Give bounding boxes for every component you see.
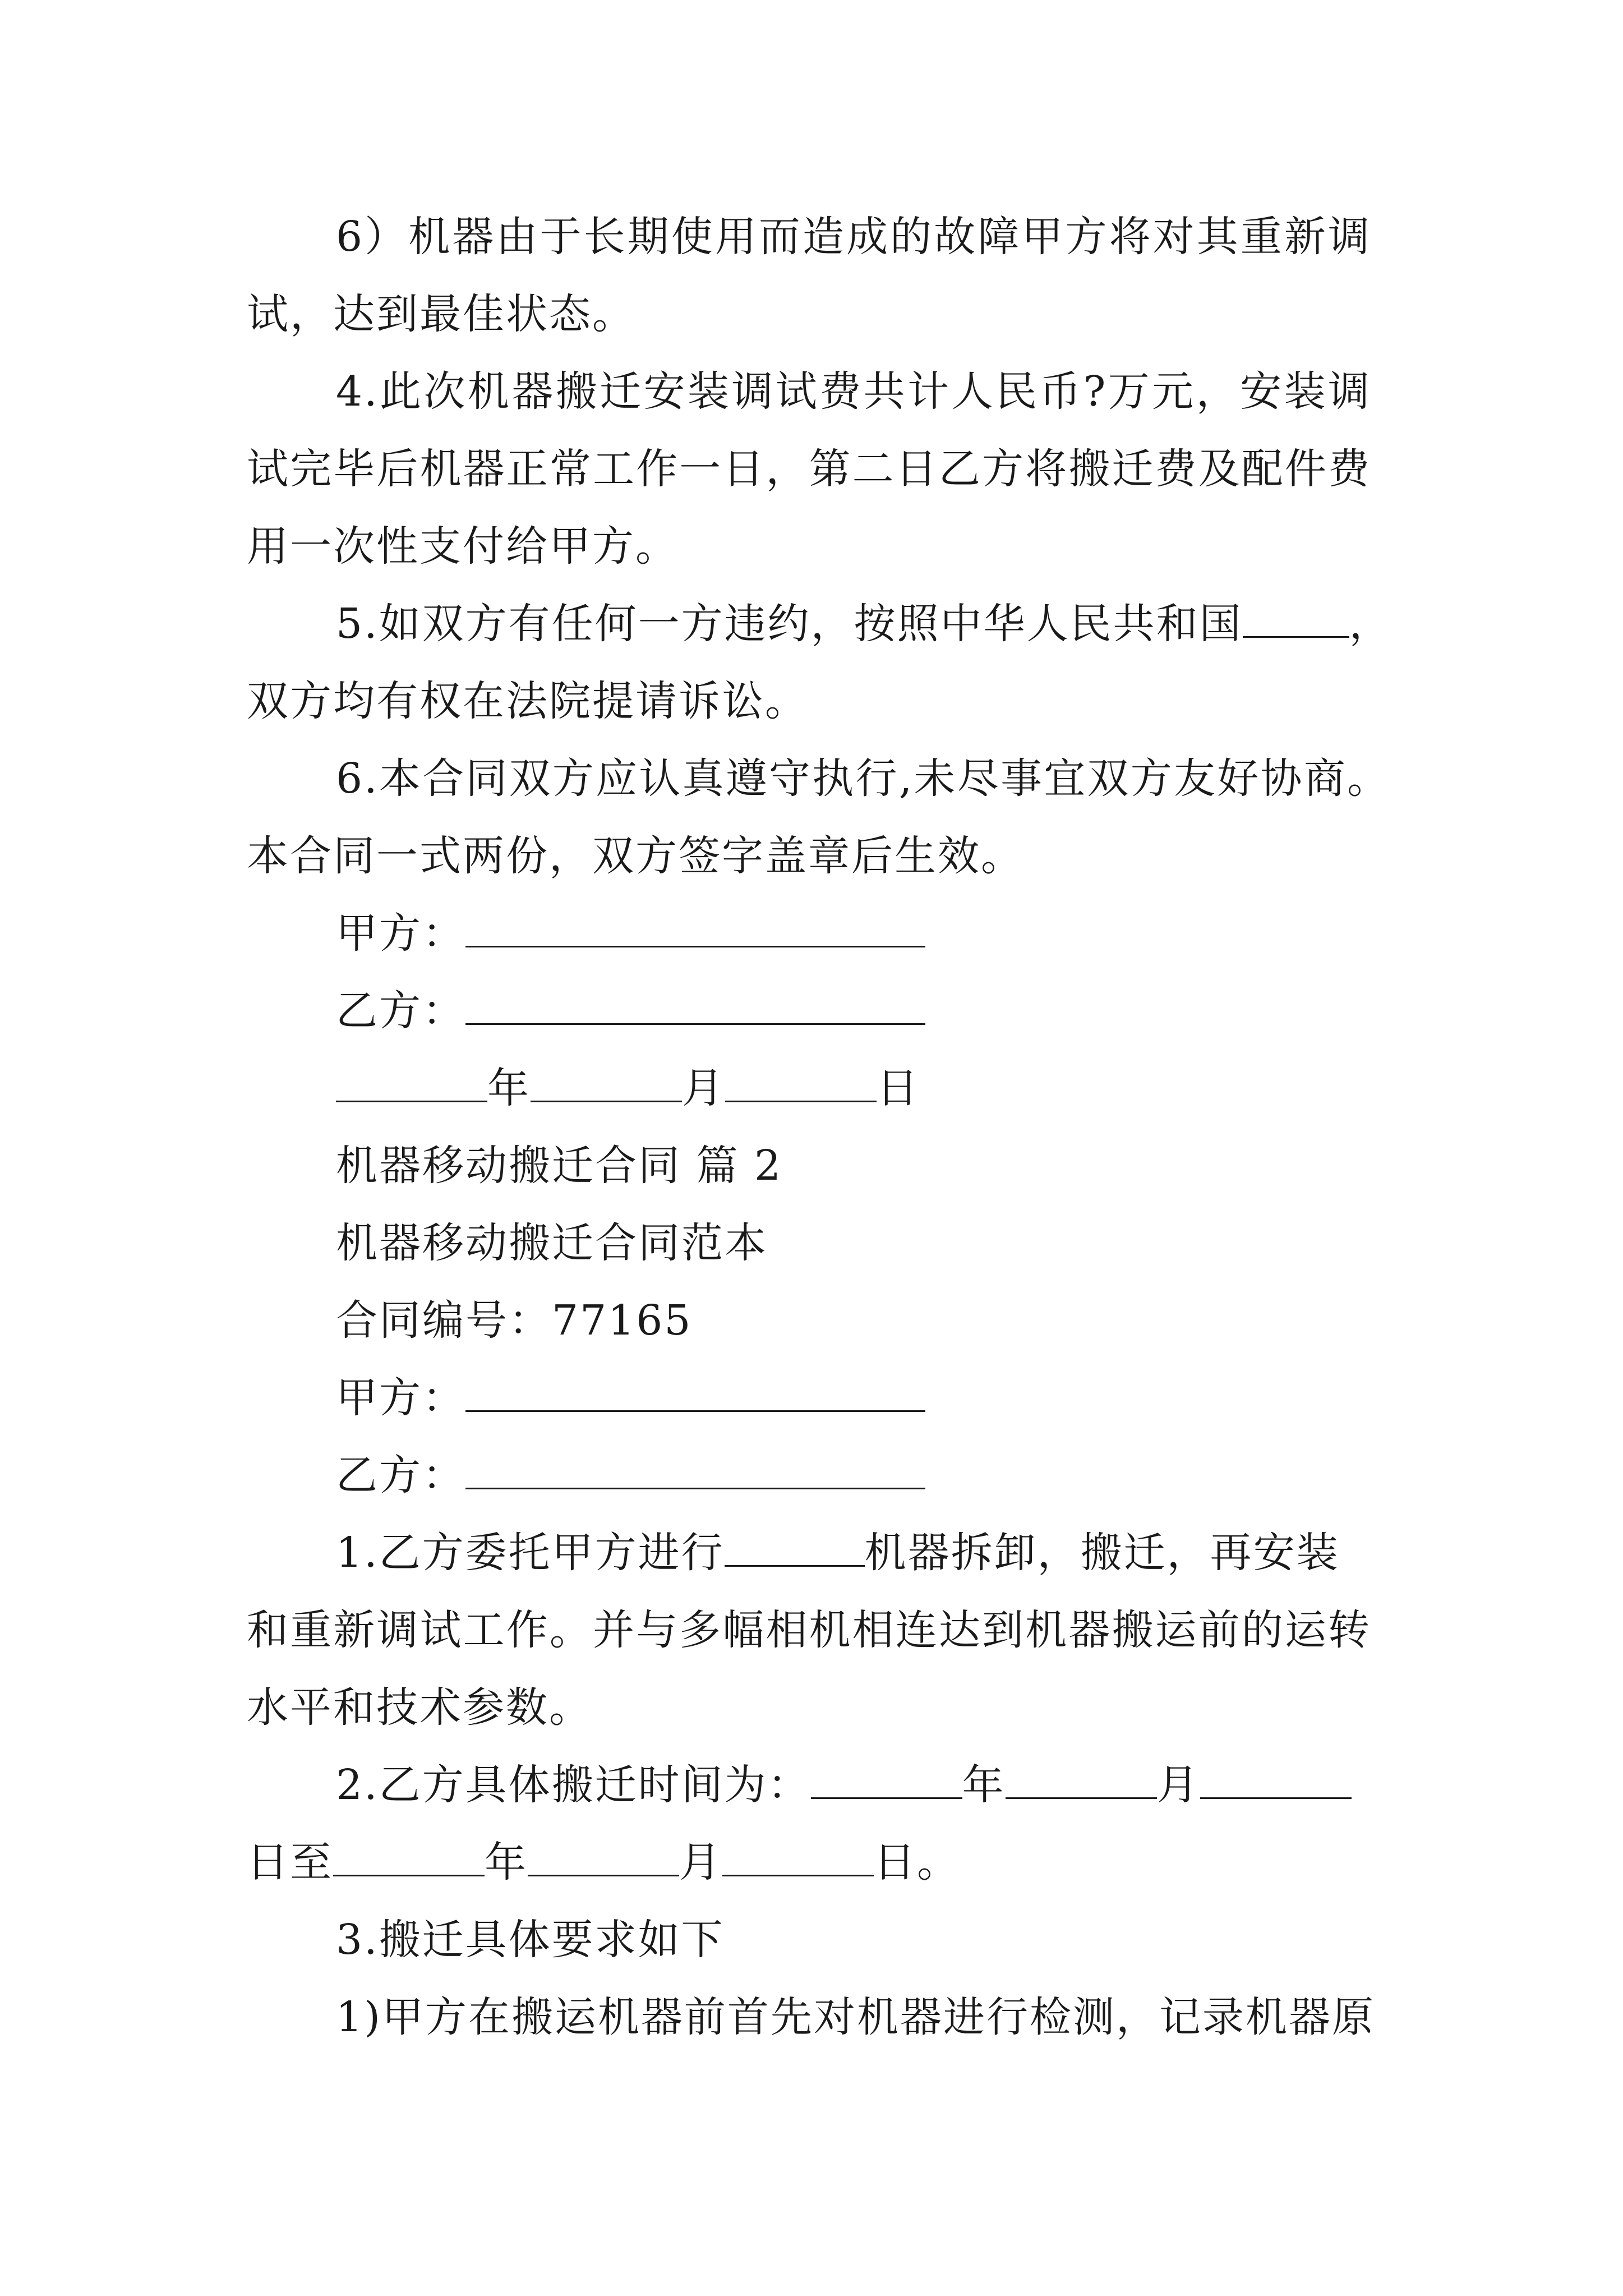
contract-number xyxy=(336,1292,692,1349)
text: 机器移动搬迁合同 篇 2 xyxy=(336,1142,783,1190)
text: 甲方： xyxy=(336,909,465,958)
text: 1)甲方在搬运机器前首先对机器进行检测，记录机器原 xyxy=(336,1993,1375,2041)
paragraph-line xyxy=(336,1525,1340,1581)
date-line xyxy=(336,1060,920,1116)
paragraph-line xyxy=(247,286,635,342)
text: 月 xyxy=(1156,1761,1200,1809)
text: 试，达到最佳状态。 xyxy=(247,290,635,338)
paragraph-line xyxy=(336,1757,1352,1813)
blank-underline xyxy=(1006,1759,1157,1799)
text: 甲方： xyxy=(336,1374,465,1422)
text: 年 xyxy=(487,1064,531,1112)
blank-underline xyxy=(1243,598,1349,638)
blank-underline xyxy=(531,1062,682,1102)
blank-underline xyxy=(722,1837,874,1876)
text: 乙方： xyxy=(336,1451,465,1499)
paragraph-line xyxy=(247,518,679,574)
text: 用一次性支付给甲方。 xyxy=(247,522,679,570)
blank-underline xyxy=(811,1759,962,1799)
text: 双方均有权在法院提请诉讼。 xyxy=(247,677,808,725)
text: 合同编号：77165 xyxy=(336,1296,693,1345)
blank-underline xyxy=(333,1837,485,1876)
text: 年 xyxy=(962,1761,1006,1809)
signature-party-a xyxy=(336,905,925,961)
text: ， xyxy=(1349,600,1393,648)
blank-underline xyxy=(336,1062,487,1102)
text: 水平和技术参数。 xyxy=(247,1683,592,1732)
blank-underline xyxy=(528,1837,679,1876)
document-title xyxy=(336,1215,768,1271)
blank-underline xyxy=(465,908,925,947)
text: 年 xyxy=(485,1838,528,1887)
blank-underline xyxy=(465,1450,925,1489)
paragraph-line xyxy=(336,209,1371,265)
text: 机器拆卸，搬迁，再安装 xyxy=(864,1529,1340,1577)
paragraph-line xyxy=(247,441,1371,497)
text: 试完毕后机器正常工作一日，第二日乙方将搬迁费及配件费 xyxy=(247,445,1371,493)
blank-underline xyxy=(1200,1759,1352,1799)
paragraph-line xyxy=(247,1602,1371,1658)
text: 本合同一式两份，双方签字盖章后生效。 xyxy=(247,832,1024,880)
text: 机器移动搬迁合同范本 xyxy=(336,1219,768,1267)
text: 日 xyxy=(877,1064,920,1112)
paragraph-line xyxy=(247,1680,592,1736)
text: 月 xyxy=(682,1064,725,1112)
text: 2.乙方具体搬迁时间为： xyxy=(336,1761,811,1809)
party-a-line xyxy=(336,1370,925,1426)
signature-party-b xyxy=(336,983,925,1039)
text: 日。 xyxy=(874,1838,960,1887)
text: 月 xyxy=(679,1838,722,1887)
text: 和重新调试工作。并与多幅相机相连达到机器搬运前的运转 xyxy=(247,1606,1371,1654)
paragraph-line xyxy=(336,364,1371,420)
text: 6）机器由于长期使用而造成的故障甲方将对其重新调 xyxy=(336,213,1371,261)
paragraph-line xyxy=(247,673,808,729)
paragraph-line xyxy=(336,1912,725,1968)
section-heading xyxy=(336,1138,782,1194)
blank-underline xyxy=(725,1062,877,1102)
blank-underline xyxy=(465,1372,925,1412)
paragraph-line xyxy=(247,828,1024,884)
text: 6.本合同双方应认真遵守执行,未尽事宜双方友好协商。 xyxy=(336,754,1390,803)
text: 乙方： xyxy=(336,987,465,1035)
party-b-line xyxy=(336,1447,925,1503)
text: 4.此次机器搬迁安装调试费共计人民币?万元，安装调 xyxy=(336,367,1371,416)
text: 3.搬迁具体要求如下 xyxy=(336,1916,725,1964)
blank-underline xyxy=(725,1527,865,1567)
text: 5.如双方有任何一方违约，按照中华人民共和国 xyxy=(336,600,1243,648)
paragraph-line xyxy=(336,1989,1375,2045)
paragraph-line xyxy=(336,596,1393,652)
paragraph-line xyxy=(336,751,1390,807)
text: 日至 xyxy=(247,1838,333,1887)
paragraph-line xyxy=(247,1834,960,1890)
text: 1.乙方委托甲方进行 xyxy=(336,1529,725,1577)
blank-underline xyxy=(465,985,925,1025)
